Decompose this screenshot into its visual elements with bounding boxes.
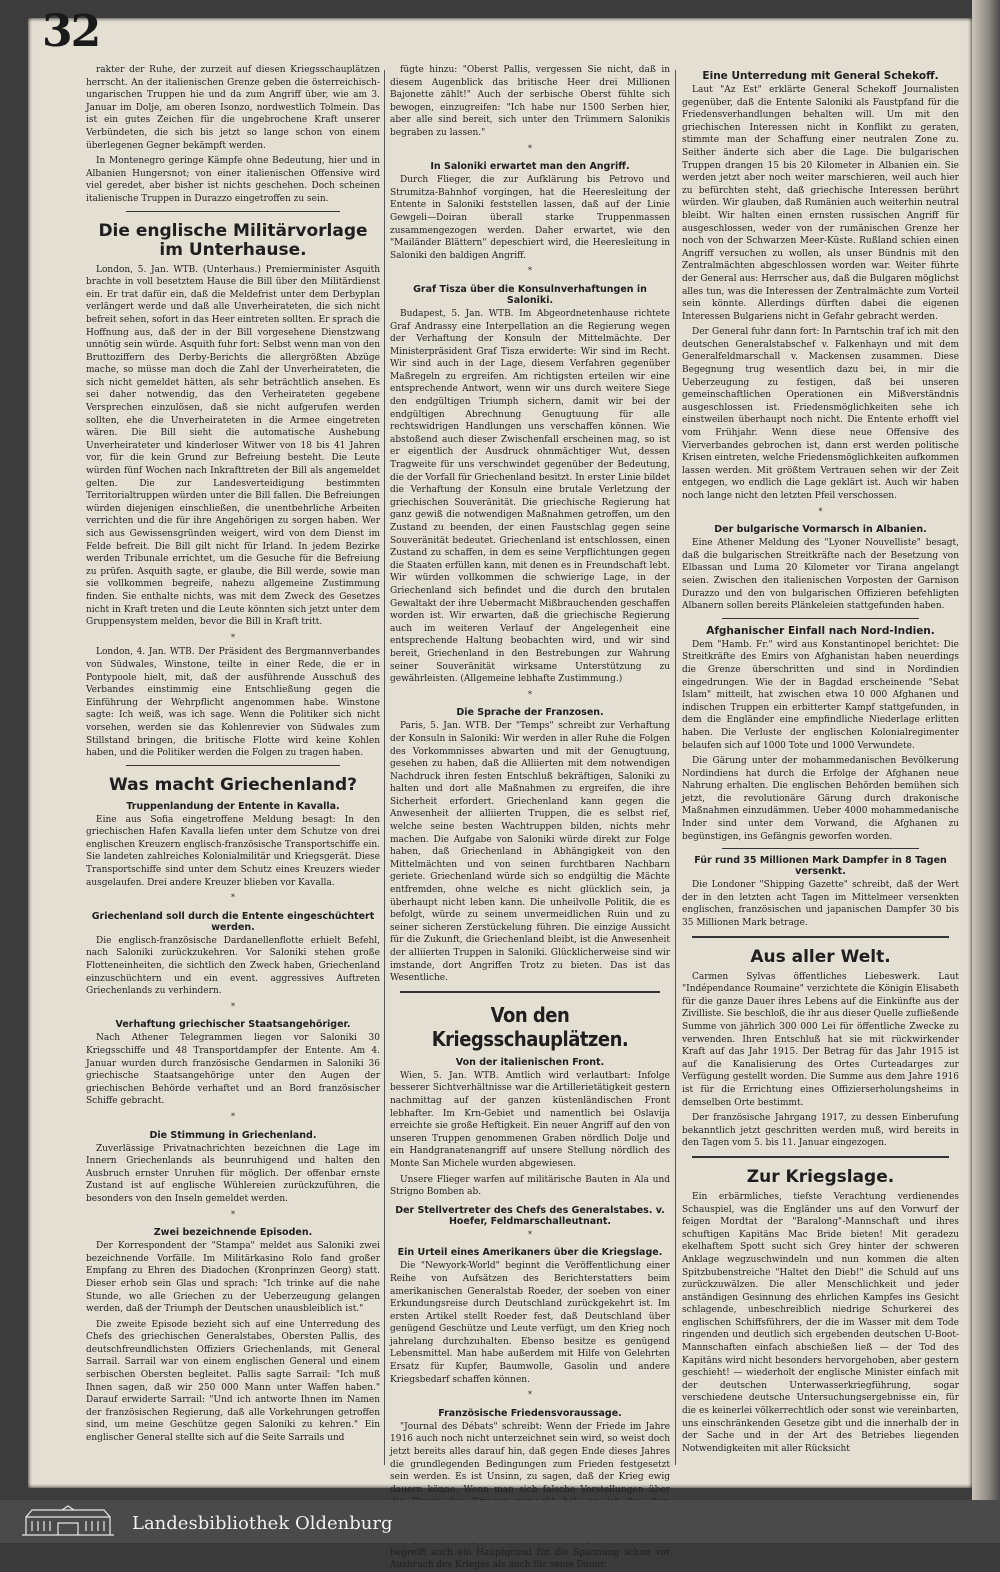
separator-star: * bbox=[528, 143, 532, 153]
headline-griechenland: Was macht Griechenland? bbox=[108, 774, 357, 795]
article-paragraph: Budapest, 5. Jan. WTB. Im Abgeordnetenhause richtete Graf Andrassy eine Interpellation an die Regierung wegen der Verhaftung der Konsuln der Mittelmächte. Der Ministerpräsident Graf Tisza erwiderte: Wir sind im Recht. Wir sind auch in der Lage, diesem Verfahren gegenüber Maßregeln zu ergreifen. Am richtigsten erteilen wir eine entsprechende Antwort, wenn wir uns durch weitere Siege den endgültigen Triumph sichern, damit wir bei der endgültigen Abrechnung Genugtuung für alle rechtswidrigen Handlungen uns verschaffen können. Wie abstoßend auch dieser Zwischenfall erscheinen mag, so ist er eigentlich der Ausdruck ohnmächtiger Wut, dessen Tragweite für uns verschwindet gegenüber der Bedeutung, die der Vorfall für Griechenland besitzt. In erster Linie bildet die Verhaftung der Konsuln eine brutale Verletzung der griechischen Souveränität. Die griechische Regierung hat ganz gewiß die notwendigen Maßnahmen getroffen, um den Zustand zu beenden, der einen Faustschlag gegen seine Souveränität bedeutet. Griechenland ist entschlossen, einen Zustand zu schaffen, in dem es seine Verpflichtungen gegen die Staaten erfüllen kann, mit denen es in Freundschaft lebt. Wir würden vollkommen die schwierige Lage, in der Griechenland sich befindet und die durch den brutalen Gewaltakt der ihre Uebermacht Mißbrauchenden geschaffen worden ist. Wir erwarten, daß die griechische Regierung auch im weiteren Verlauf der Angelegenheit eine entsprechende Haltung beobachten wird, und wir sind bereit, Griechenland in den Bestrebungen zur Wahrung seiner Souveränität wirksame Unterstützung zu gewährleisten. (Allgemeine lebhafte Zustimmung.) bbox=[390, 308, 670, 685]
library-building-logo bbox=[18, 1505, 118, 1539]
article-paragraph: Ein erbärmliches, tiefste Verachtung verdienendes Schauspiel, was die Engländer uns auf den Vorwurf der feigen Mordtat der "Baralong"-Mannschaft und ihres schuftigen Kapitäns Mac Bride bieten! Mit geradezu ekelhaftem Spott sucht sich Grey hinter der schweren Anklage wegzuschwindeln und nun kommen die alten Spitzbubenstreiche "Haltet den Dieb!" die Schuld auf uns zurückzuwälzen. Die aller Menschlichkeit und jeder anständigen Gesinnung des ehrlichen Kampfes ins Gesicht schlagende, unbeschreiblich niedrige Schurkerei des englischen Schiffsführers, der die im Wasser mit dem Tode ringenden und deutlich sich ergebenden deutschen U-Boot-Mannschaften einfach abschießen ließ — der Tod des Kapitäns wird nicht besonders hervorgehoben, aber gestern geschieht! — wiederholt der englische Minister einfach mit der deutschen Unterwasserkriegführung, sogar verschiedene deutsche Untersuchungsergebnisse ein, für die es keinerlei völkerrechtlich oder sonst wie vereinbarten, uns einschränkenden Gesetze gibt und die innerhalb der in der Sache und in der Art des Betriebes liegenden Notwendigkeiten mit aller Rücksicht bbox=[682, 1191, 959, 1454]
article-paragraph: rakter der Ruhe, der zurzeit auf diesen Kriegsschauplätzen herrscht. An der italienischen Grenze geben die österreichisch-ungarischen Truppen hie und da zum Angriff über, wie am 3. Januar im Dolje, am oberen Isonzo, nordwestlich Tolmein. Das ist ein gutes Zeichen für die ungebrochene Kraft unserer Verbündeten, die sich bis jetzt so lange schon von einem überlegenen Gegner bekämpft werden. bbox=[86, 65, 380, 151]
page-number: 32 bbox=[42, 6, 100, 57]
article-paragraph: Die Londoner "Shipping Gazette" schreibt, daß der Wert der in den letzten acht Tagen im Mittelmeer versenkten englischen, französischen und japanischen Dampfer 30 bis 35 Millionen Mark betrage. bbox=[682, 880, 959, 929]
subheadline: Die Stimmung in Griechenland. bbox=[149, 1129, 317, 1141]
article-paragraph: In Montenegro geringe Kämpfe ohne Bedeutung, hier und in Albanien Hungersnot; von einer italienischen Offensive wird viel geredet, aber bisher ist nichts geschehen. Doch scheinen italienische Truppen in Durazzo eingetroffen zu sein. bbox=[86, 156, 380, 204]
article-paragraph: Dem "Hamb. Fr." wird aus Konstantinopel berichtet: Die Streitkräfte des Emirs von Afghanistan haben neuerdings die Grenze überschritten und sind in Nordindien eingedrungen. Wie der in Bagdad erscheinende "Sebat Islam" mitteilt, hat zwischen etwa 10 000 Afghanen und indischen Truppen ein erbitterter Kampf stattgefunden, in dem die Engländer eine empfindliche Niederlage erlitten haben. Die Verluste der englischen Kolonialregimenter belaufen sich auf 1000 Tote und 1000 Verwundete. bbox=[682, 639, 959, 751]
subheadline: Zwei bezeichnende Episoden. bbox=[153, 1227, 313, 1239]
separator-star: * bbox=[231, 1111, 235, 1121]
subheadline: Verhaftung griechischer Staatsangehöriger. bbox=[115, 1019, 351, 1031]
separator-star: * bbox=[231, 1001, 235, 1011]
headline-militaervorlage: Die englische Militärvorlage im Unterhause. bbox=[98, 220, 368, 260]
subheadline: In Saloniki erwartet man den Angriff. bbox=[430, 161, 630, 173]
subheadline: Für rund 35 Millionen Mark Dampfer in 8 Tagen versenkt. bbox=[694, 855, 947, 878]
signature: Der Stellvertreter des Chefs des Generalstabes. v. Hoefer, Feldmarschalleutnant. bbox=[395, 1204, 665, 1227]
separator-star: * bbox=[231, 632, 235, 642]
separator-star: * bbox=[528, 266, 532, 276]
article-paragraph: Carmen Sylvas öffentliches Liebeswerk. Laut "Indépendance Roumaine" verzichtete die Königin Elisabeth für die ganze Dauer ihres Lebens auf die Einkünfte aus der Zivilliste. Sie beschloß, die ihr aus dieser Quelle zufließende Summe von jährlich 300 000 Lei für öffentliche Zwecke zu verwenden. Ihren Entschluß hat sie mit rückwirkender Kraft auf das Jahr 1915. Der Betrag für das Jahr 1915 ist auf die Kanalisierung des Ortes Curteadarges zur Verfügung gestellt worden. Die Summe aus dem Jahre 1916 ist für die Errichtung eines Offizierserholungsheims in demselben Orte bestimmt. bbox=[682, 971, 959, 1108]
article-paragraph: Die Gärung unter der mohammedanischen Bevölkerung Nordindiens hat durch die Erfolge der Afghanen neue Nahrung erhalten. Die englischen Behörden bemühen sich jetzt, die revolutionäre Gärung durch drakonische Maßnahmen einzudämmen. Ueber 4000 mohammedanische Inder sind unter dem Vorwand, die Afghanen zu begünstigen, ins Gefängnis geworfen worden. bbox=[682, 756, 959, 842]
subheadline: Französische Friedensvoraussage. bbox=[438, 1407, 622, 1419]
article-paragraph: Der Korrespondent der "Stampa" meldet aus Saloniki zwei bezeichnende Vorfälle. Im Militärkasino Rolo fand großer Empfang zu Ehren des Diadochen (Kronprinzen Georg) statt. Dieser erhob sein Glas und sprach: "Ich trinke auf die nahe Stunde, wo alle Griechen zu der Ueberzeugung gelangen werden, daß der Triumph der Deutschen unausbleiblich ist." bbox=[86, 1241, 380, 1315]
subheadline: Die Sprache der Franzosen. bbox=[456, 707, 604, 719]
article-paragraph: fügte hinzu: "Oberst Pallis, vergessen Sie nicht, daß in diesem Augenblick das britische Heer drei Millionen Bajonette zählt!" Auch der serbische Oberst fühlte sich bewogen, einzugreifen: "Ich habe nur 1500 Serben hier, aber alle sind bereit, sich unter den Trümmern Salonikis begraben zu lassen." bbox=[390, 65, 670, 138]
subheadline: Ein Urteil eines Amerikaners über die Kriegslage. bbox=[397, 1247, 663, 1259]
column-1 bbox=[86, 64, 380, 1469]
article-paragraph: Laut "Az Est" erklärte General Schekoff Journalisten gegenüber, daß die Entente Saloniki als Faustpfand für die Friedensverhandlungen behalten will. Um mit den griechischen Interessen nicht in Konflikt zu geraten, stimmte man der Schaffung einer neutralen Zone zu. Seither änderte sich aber die Lage. Die bulgarischen Truppen drangen 15 bis 20 Kilometer in Albanien ein. Sie werden jetzt aber noch weiter marschieren, weil auch hier zu befürchten steht, daß griechische Interessen berührt würden. Wir glauben, daß Rumänien auch weiterhin neutral bleibt. Wir halten einen ernsten russischen Angriff für ausgeschlossen, weder von der rumänischen Grenze her noch von der Schwarzen Meer-Küste. Rußland schien einen Angriff versuchen zu wollen, als unser Bündnis mit den Zentralmächten abgeschlossen worden war. Weiter führte der General aus: Herrscher aus, daß die Bulgaren möglichst alles tun, was die Interessen der Zentralmächte zum Vorteil sein könnte. Allerdings dürften dabei die eigenen Interessen Bulgariens nicht in Gefahr gebracht werden. bbox=[682, 85, 959, 322]
library-name: Landesbibliothek Oldenburg bbox=[132, 1513, 393, 1534]
article-paragraph: Der französische Jahrgang 1917, zu dessen Einberufung bekanntlich jetzt geschritten werden muß, wird bereits in den Tagen vom 5. bis 11. Januar eingezogen. bbox=[682, 1113, 959, 1149]
subheadline: Von der italienischen Front. bbox=[455, 1056, 605, 1068]
headline-afghanistan: Afghanischer Einfall nach Nord-Indien. bbox=[706, 624, 935, 637]
article-paragraph: Durch Flieger, die zur Aufklärung bis Petrovo und Strumitza-Bahnhof vorgingen, hat die Heeresleitung der Entente in Saloniki feststellen lassen, daß auf der Linie Gewgeli—Doiran überall starke Truppenmassen zusammengezogen werden. Daher erwartet, wie den "Mailänder Blättern" depeschiert wird, die Heeresleitung in Saloniki den baldigen Angriff. bbox=[390, 175, 670, 261]
headline-schekoff: Eine Unterredung mit General Schekoff. bbox=[702, 70, 939, 82]
separator-star: * bbox=[528, 1229, 532, 1239]
divider bbox=[126, 211, 340, 212]
separator-star: * bbox=[818, 506, 823, 516]
divider bbox=[692, 1156, 949, 1158]
article-paragraph: London, 5. Jan. WTB. (Unterhaus.) Premierminister Asquith brachte in voll besetztem Hause die Bill über den Militärdienst ein. Er trat dafür ein, daß die Meldefrist unter dem Derbyplan verlängert werde und daß alle Unverheirateten, die sich nicht befreit sehen, sofort in das Heer eintreten sollten. Er sprach die Hoffnung aus, daß der in der Bill vorgesehene Dienstzwang unnötig sein würde. Asquith fuhr fort: Selbst wenn man von den Bruttoziffern des Derby-Berichts die allergrößten Abzüge mache, so müsse man doch die Zahl der Unverheirateten, die sich nicht gemeldet hätten, als sehr beträchtlich ansehen. Es sei daher notwendig, das den Verheirateten gegebene Versprechen einzulösen, daß sie nicht aufgerufen werden sollten, ehe die Unverheirateten in die Armee eingetreten wären. Die Bill sieht die automatische Aushebung Unverheirateter und kinderloser Witwer von 18 bis 41 Jahren vor, für die kein Grund zur Befreiung besteht. Die Leute würden fünf Wochen nach Inkrafttreten der Bill als angemeldet gelten. Die zur Landesverteidigung bestimmten Territorialtruppen würden unter die Bill fallen. Die Befreiungen würden diejenigen einschließen, die unentbehrliche Arbeiten verrichten und die für ihre Angehörigen zu sorgen haben. Wer sich aus Gewissensgründen weigert, wird von dem Dienst im Felde befreit. Die Bill gilt nicht für Irland. In jedem Bezirke werden Tribunale errichtet, um die Gesuche für die Befreiung zu prüfen. Asquith sagte, er glaube, die Bill werde, sowie man sie vollkommen begreife, nahezu allgemeine Zustimmung finden. Sie enthalte nichts, was mit dem Zweck des Gesetzes nicht in Kraft treten und die Leute könnten sich jetzt unter dem Gruppensystem melden, bevor die Bill in Kraft tritt. bbox=[86, 264, 380, 628]
separator-star: * bbox=[528, 1390, 532, 1400]
subheadline: Graf Tisza über die Konsulnverhaftungen in Saloniki. bbox=[413, 283, 647, 306]
divider bbox=[722, 618, 919, 619]
divider bbox=[692, 936, 949, 938]
column-3 bbox=[682, 64, 959, 1469]
article-paragraph: Nach Athener Telegrammen liegen vor Saloniki 30 Kriegsschiffe und 48 Transportdampfer der Entente. Am 4. Januar wurden durch französische Gendarmen in Saloniki 36 griechische Staatsangehörige unter den Augen der griechischen Behörde verhaftet und an Bord französischer Schiffe gebracht. bbox=[86, 1033, 380, 1107]
article-paragraph: Paris, 5. Jan. WTB. Der "Temps" schreibt zur Verhaftung der Konsuln in Saloniki: Wir werden in aller Ruhe die Folgen des Vorkommnisses abwarten und mit der Genugtuung, gesehen zu haben, daß die Alliierten mit dem notwendigen Nachdruck ihren festen Entschluß bekräftigen, Saloniki zu halten und dort alle Maßnahmen zu ergreifen, die ihre Sicherheit erfordert. Griechenland kann gegen die Anwesenheit der alliierten Truppen, die es selbst rief, welche seine besten Wachtruppen bilden, nichts mehr machen. Die Aufgabe von Saloniki würde direkt zur Folge haben, daß Griechenland in Abhängigkeit von den Mittelmächten und von seinen furchtbaren Nachbarn geriete. Griechenland würde sich so endgültig die Mächte entfremden, ohne welche es nicht glücklich sein, ja überhaupt nicht leben kann. Die unheilvolle Politik, die es befolgt, würde zu seinem unvermeidlichen Ruin und zu seiner sicheren Zerstückelung führen. Die einzige Aussicht für die Zukunft, die Griechenland bleibt, ist die Anwesenheit der alliierten Truppen in Saloniki. Glücklicherweise sind wir imstande, dort Angriffen Trotz zu bieten. Das ist das Wesentliche. bbox=[390, 721, 670, 984]
subheadline: Griechenland soll durch die Entente eingeschüchtert werden. bbox=[91, 910, 375, 933]
divider bbox=[722, 848, 919, 849]
column-rule bbox=[384, 70, 385, 1465]
article-paragraph: Wien, 5. Jan. WTB. Amtlich wird verlautbart: Infolge besserer Sichtverhältnisse war die Artillerietätigkeit gestern nachmittag auf der ganzen küstenländischen Front lebhafter. Im Krn-Gebiet und namentlich bei Oslavija erreichte sie große Heftigkeit. Ein neuer Angriff auf den von unseren Truppen genommenen Graben nördlich Dolje und ein Handgranatenangriff auf unsere Stellung nördlich des Monte San Michele wurden abgewiesen. bbox=[390, 1070, 670, 1169]
article-paragraph: Der General fuhr dann fort: In Parntschin traf ich mit den deutschen Generalstabschef v. Falkenhayn und mit dem Generalfeldmarschall v. Mackensen zusammen. Diese Begegnung trug wesentlich dazu bei, in mir die Ueberzeugung zu festigen, daß bei unseren gemeinschaftlichen Operationen ein Mißverständnis ausgeschlossen ist. Friedensmöglichkeiten sehe ich einstweilen überhaupt noch nicht. Die Entente erhofft viel vom Frühjahr. Wenn diese neue Offensive des Vierverbandes gebrochen ist, dann erst werden politische Krisen eintreten, welche Friedensmöglichkeiten aufkommen lassen werden. Mit größtem Vertrauen sehen wir der Zeit entgegen, wo endlich die Lage geklärt ist. Auch wir haben noch lange nicht den letzten Pfeil verschossen. bbox=[682, 327, 959, 501]
separator-star: * bbox=[528, 689, 532, 699]
article-paragraph: Die zweite Episode bezieht sich auf eine Unterredung des Chefs des griechischen Generalstabes, Obersten Pallis, des deutschfreundlichsten Offiziers Griechenlands, mit General Sarrail. Sarrail war von einem englischen General und einem serbischen Obersten begleitet. Pallis sagte Sarrail: "Ich muß Ihnen sagen, daß wir 250 000 Mann unter Waffen haben." Darauf erwiderte Sarrail: "Und ich antworte Ihnen im Namen der französischen Regierung, daß alle Vorkehrungen getroffen sind, um meine Geschütze gegen Saloniki zu kehren." Ein englischer General stellte sich auf die Seite Sarrails und bbox=[86, 1319, 380, 1444]
divider bbox=[400, 991, 660, 993]
article-paragraph: London, 4. Jan. WTB. Der Präsident des Bergmannverbandes von Südwales, Winstone, teilte in einer Rede, die er in Pontypoole hielt, mit, daß der ausführende Ausschuß des Verbandes einstimmig eine Entschließung gegen die Einführung der Wehrpflicht angenommen habe. Winstone sagte: Ich weiß, was ich sage. Wenn die Politiker sich nicht vorsehen, werden sie das Kohlenrevier von Südwales zum Stillstand bringen, die britische Flotte wird keine Kohlen haben, und die Politiker werden die Folgen zu tragen haben. bbox=[86, 647, 380, 759]
headline-aus-aller-welt: Aus aller Welt. bbox=[750, 946, 891, 967]
column-2 bbox=[390, 64, 670, 1571]
headline-kriegsschauplaetze: Von den Kriegsschauplätzen. bbox=[431, 1002, 629, 1051]
article-paragraph: "Journal des Débats" schreibt: Wenn der Friede im Jahre 1916 auch noch nicht unterzeichnet sein wird, so weist doch jetzt bereits alles darauf hin, daß gegen Ende dieses Jahres die grundlegenden Bedingungen zum Frieden festgesetzt sein werden. Es ist Unsinn, zu sagen, daß der Krieg ewig dauern könne. Wenn man sich falsche Vorstellungen über begreift auch ein Hauptgrund für die Spannung schon vor Ausbruch des Krieges als auch für seine Dauer. bbox=[390, 1421, 670, 1571]
article-paragraph: Eine aus Sofia eingetroffene Meldung besagt: In den griechischen Hafen Kavalla liefen unter dem Schutze von drei englischen Kreuzern englisch-französische Transportschiffe ein. Sie landeten zahlreiches Kolonialmilitär und Kriegsgerät. Diese Transportschiffe sind unter dem Schutz eines Kreuzers wieder ausgelaufen. Drei andere Kreuzer blieben vor Kavalla. bbox=[86, 814, 380, 888]
divider bbox=[126, 765, 340, 766]
column-rule bbox=[675, 70, 676, 1465]
article-paragraph: Unsere Flieger warfen auf militärische Bauten in Ala und Strigno Bomben ab. bbox=[390, 1174, 670, 1198]
page-edge bbox=[972, 0, 1000, 1500]
article-paragraph: Die englisch-französische Dardanellenflotte erhielt Befehl, nach Saloniki zurückzukehren. Vor Saloniki stehen große Flotteneinheiten, die sichtlich den Zweck haben, Griechenland einzuschüchtern und ein event. aggressives Auftreten Griechenlands zu verhindern. bbox=[86, 935, 380, 997]
headline-kriegslage: Zur Kriegslage. bbox=[746, 1166, 895, 1187]
article-paragraph: Zuverlässige Privatnachrichten bezeichnen die Lage im Innern Griechenlands als beunruhigend und halten den Ausbruch ernster Unruhen für möglich. Der offenbar ernste Zustand ist auf englische Wühlereien zurückzuführen, die besonders von den Inseln gemeldet werden. bbox=[86, 1143, 380, 1204]
subheadline: Truppenlandung der Entente in Kavalla. bbox=[126, 800, 340, 812]
separator-star: * bbox=[231, 1209, 235, 1219]
article-paragraph: Die "Newyork-World" beginnt die Veröffentlichung einer Reihe von Aufsätzen des Berichterstatters beim amerikanischen Generalstab Roeder, der soeben von einer Erkundungsreise durch Deutschland zurückgekehrt ist. Im ersten Artikel stellt Roeder fest, daß Deutschland über genügend Geschütze und Leute verfügt, um den Krieg noch jahrelang durchzuhalten. Ebenso besitze es genügend Lebensmittel. Man habe außerdem mit Hilfe von Gelehrten Ersatz für Kupfer, Baumwolle, Gasolin und andere Kriegsbedarf schaffen können. bbox=[390, 1261, 670, 1385]
separator-star: * bbox=[231, 893, 235, 903]
article-paragraph: Eine Athener Meldung des "Lyoner Nouvelliste" besagt, daß die bulgarischen Streitkräfte nach der Besetzung von Elbassan und Luma 20 Kilometer vor Tirana angelangt seien. Zwischen den italienischen Vorposten der Garnison Durazzo und den von bulgarischen Offizieren befehligten Albanern sollen bereits Plänkeleien stattgefunden haben. bbox=[682, 538, 959, 612]
subheadline: Der bulgarische Vormarsch in Albanien. bbox=[714, 524, 927, 536]
